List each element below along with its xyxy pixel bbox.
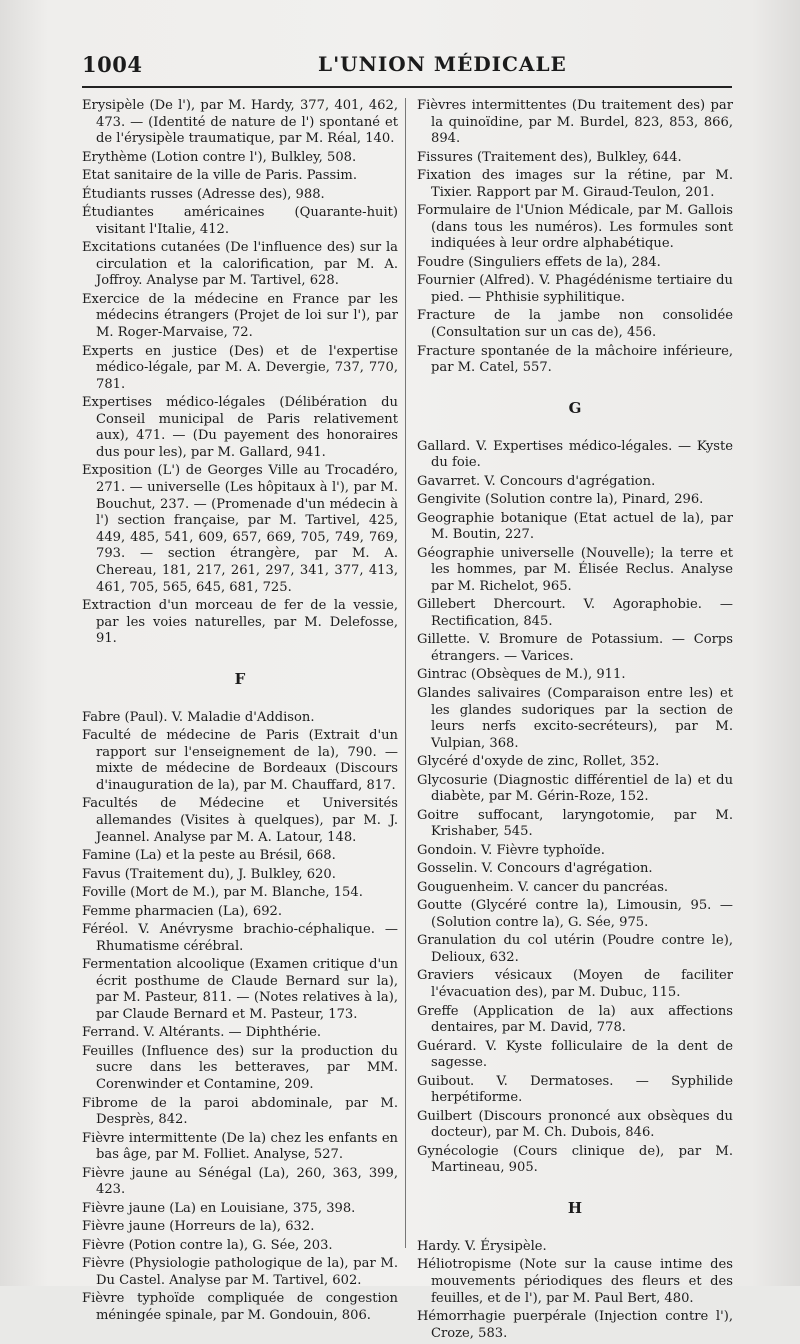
section-letter: H: [567, 1198, 583, 1217]
header-rule: [82, 86, 732, 88]
right-column: [417, 98, 733, 1344]
index-entry: Feuilles (Influence des) sur la production du sucre dans les betteraves, par MM. Corenwinder et Contamine, 209.: [82, 1043, 398, 1093]
section-spacer: [82, 696, 398, 710]
index-entry: Granulation du col utérin (Poudre contre le), Delioux, 632.: [417, 933, 733, 965]
index-entry: Étudiantes américaines (Quarante-huit) visitant l'Italie, 412.: [82, 205, 398, 237]
index-entry: Gillebert Dhercourt. V. Agoraphobie. — Rectification, 845.: [417, 597, 733, 629]
index-entry: Greffe (Application de la) aux affections dentaires, par M. David, 778.: [417, 1003, 733, 1036]
index-entry: Fièvre (Physiologie pathologique de la), par M. Du Castel. Analyse par M. Tartivel, 602.: [82, 1256, 398, 1288]
index-entry: Guibout. V. Dermatoses. — Syphilide herpétiforme.: [417, 1073, 733, 1106]
index-entry: Excitations cutanées (De l'influence des) sur la circulation et la calorification, par M. A. Joffroy. Analyse par M. Tartivel, 628.: [82, 240, 398, 289]
left-column: [82, 98, 398, 1326]
index-entry: Goitre suffocant, laryngotomie, par M. Krishaber, 545.: [417, 807, 733, 840]
index-entry: Hémorrhagie puerpérale (Injection contre l'), Croze, 583.: [417, 1308, 733, 1341]
index-entry: Hardy. V. Érysipèle.: [417, 1238, 547, 1254]
index-entry: Glycosurie (Diagnostic différentiel de la) et du diabète, par M. Gérin-Roze, 152.: [417, 772, 733, 805]
column-divider: [405, 98, 406, 1248]
index-entry: Gouguenheim. V. cancer du pancréas.: [417, 879, 669, 895]
index-entry: Glycéré d'oxyde de zinc, Rollet, 352.: [417, 754, 660, 770]
index-entry: Gillette. V. Bromure de Potassium. — Corps étrangers. — Varices.: [417, 632, 733, 664]
section-spacer: [417, 1225, 733, 1239]
index-entry: Gynécologie (Cours clinique de), par M. Martineau, 905.: [417, 1143, 733, 1176]
index-entry: Exposition (L') de Georges Ville au Trocadéro, 271. — universelle (Les hôpitaux à l'), par M. Bouchut, 237. — (Promenade d'un médecin à l') section française, par M. Tartivel, 425, 449, 485, 541, 609, 657, 669, 705, 749, 769, 793. — section étrangère, par M. A. Chereau, 181, 217, 261, 297, 341, 377, 413, 461, 705, 565, 645, 681, 725.: [82, 463, 398, 595]
index-entry: Fracture de la jambe non consolidée (Consultation sur un cas de), 456.: [417, 308, 733, 341]
index-entry: Famine (La) et la peste au Brésil, 668.: [82, 848, 336, 864]
index-entry: Expertises médico-légales (Délibération du Conseil municipal de Paris relativement aux), 471. — (Du payement des honoraires dus pour les), par M. Gallard, 941.: [82, 395, 398, 460]
section-letter: F: [234, 669, 246, 688]
index-entry: Gondoin. V. Fièvre typhoïde.: [417, 842, 605, 858]
index-entry: Fibrome de la paroi abdominale, par M. Desprès, 842.: [82, 1095, 398, 1128]
index-entry: Gosselin. V. Concours d'agrégation.: [417, 861, 653, 877]
index-entry: Gintrac (Obsèques de M.), 911.: [417, 667, 626, 683]
index-entry: Gallard. V. Expertises médico-légales. — Kyste du foie.: [417, 438, 733, 471]
index-entry: Etat sanitaire de la ville de Paris. Passim.: [82, 168, 357, 184]
index-entry: Fièvre jaune (Horreurs de la), 632.: [82, 1219, 315, 1235]
index-entry: Fièvre (Potion contre la), G. Sée, 203.: [82, 1237, 333, 1253]
index-entry: Femme pharmacien (La), 692.: [82, 903, 283, 919]
index-entry: Fièvre jaune au Sénégal (La), 260, 363, 399, 423.: [82, 1165, 398, 1198]
index-entry: Fermentation alcoolique (Examen critique d'un écrit posthume de Claude Bernard sur la), par M. Pasteur, 811. — (Notes relatives à la), par Claude Bernard et M. Pasteur, 173.: [82, 957, 398, 1022]
index-entry: Ferrand. V. Altérants. — Diphthérie.: [82, 1025, 322, 1041]
index-entry: Goutte (Glycéré contre la), Limousin, 95. — (Solution contre la), G. Sée, 975.: [417, 898, 733, 930]
index-entry: Foudre (Singuliers effets de la), 284.: [417, 254, 661, 270]
index-entry: Graviers vésicaux (Moyen de faciliter l'évacuation des), par M. Dubuc, 115.: [417, 968, 733, 1001]
index-entry: Fièvre jaune (La) en Louisiane, 375, 398.: [82, 1200, 356, 1216]
index-entry: Foville (Mort de M.), par M. Blanche, 154.: [82, 885, 363, 901]
index-entry: Fièvre typhoïde compliquée de congestion méningée spinale, par M. Gondouin, 806.: [82, 1291, 398, 1323]
index-entry: Guérard. V. Kyste folliculaire de la dent de sagesse.: [417, 1038, 733, 1071]
index-entry: Glandes salivaires (Comparaison entre les) et les glandes sudoriques par la section de leurs nerfs excito-secréteurs), par M. Vulpian, 368.: [417, 685, 733, 751]
index-entry: Exercice de la médecine en France par les médecins étrangers (Projet de loi sur l'), par M. Roger-Marvaise, 72.: [82, 291, 398, 341]
index-entry: Fixation des images sur la rétine, par M. Tixier. Rapport par M. Giraud-Teulon, 201.: [417, 168, 733, 200]
index-entry: Geographie botanique (Etat actuel de la), par M. Boutin, 227.: [417, 510, 733, 543]
section-spacer: [417, 1179, 733, 1193]
index-entry: Gavarret. V. Concours d'agrégation.: [417, 473, 656, 489]
page-number: 1004: [82, 52, 143, 77]
index-entry: Favus (Traitement du), J. Bulkley, 620.: [82, 866, 336, 882]
index-entry: Fabre (Paul). V. Maladie d'Addison.: [82, 709, 315, 725]
section-letter: G: [568, 398, 582, 417]
index-entry: Extraction d'un morceau de fer de la vessie, par les voies naturelles, par M. Delefosse, 91.: [82, 598, 398, 647]
section-spacer: [417, 379, 733, 393]
index-entry: Étudiants russes (Adresse des), 988.: [82, 186, 325, 202]
index-entry: Fournier (Alfred). V. Phagédénisme tertiaire du pied. — Phthisie syphilitique.: [417, 273, 733, 305]
index-entry: Gengivite (Solution contre la), Pinard, 296.: [417, 492, 704, 508]
index-entry: Experts en justice (Des) et de l'expertise médico-légale, par M. A. Devergie, 737, 770, 781.: [82, 343, 398, 392]
page-header: [82, 52, 732, 80]
index-entry: Formulaire de l'Union Médicale, par M. Gallois (dans tous les numéros). Les formules sont indiquées à leur ordre alphabétique.: [417, 203, 733, 252]
index-entry: Erysipèle (De l'), par M. Hardy, 377, 401, 462, 473. — (Identité de nature de l') spontané et de l'érysipèle traumatique, par M. Réal, 140.: [82, 98, 398, 147]
index-entry: Faculté de médecine de Paris (Extrait d'un rapport sur l'enseignement de la), 790. — mixte de médecine de Bordeaux (Discours d'inauguration de la), par M. Chauffard, 817.: [82, 728, 398, 793]
section-spacer: [82, 650, 398, 664]
index-entry: Erythème (Lotion contre l'), Bulkley, 508.: [82, 149, 357, 165]
running-title: L'UNION MÉDICALE: [318, 52, 567, 76]
index-entry: Féréol. V. Anévrysme brachio-céphalique. — Rhumatisme cérébral.: [82, 922, 398, 954]
index-entry: Fracture spontanée de la mâchoire inférieure, par M. Catel, 557.: [417, 343, 733, 376]
index-entry: Fissures (Traitement des), Bulkley, 644.: [417, 149, 682, 165]
index-entry: Géographie universelle (Nouvelle); la terre et les hommes, par M. Élisée Reclus. Analyse par M. Richelot, 965.: [417, 545, 733, 594]
section-spacer: [417, 425, 733, 439]
index-entry: Héliotropisme (Note sur la cause intime des mouvements périodiques des fleurs et des feuilles, et de l'), par M. Paul Bert, 480.: [417, 1257, 733, 1306]
index-entry: Fièvres intermittentes (Du traitement des) par la quinoïdine, par M. Burdel, 823, 853, 866, 894.: [417, 98, 733, 147]
index-entry: Guilbert (Discours prononcé aux obsèques du docteur), par M. Ch. Dubois, 846.: [417, 1108, 733, 1141]
index-entry: Facultés de Médecine et Universités allemandes (Visites à quelques), par M. J. Jeannel. Analyse par M. A. Latour, 148.: [82, 796, 398, 845]
index-entry: Fièvre intermittente (De la) chez les enfants en bas âge, par M. Folliet. Analyse, 527.: [82, 1130, 398, 1163]
